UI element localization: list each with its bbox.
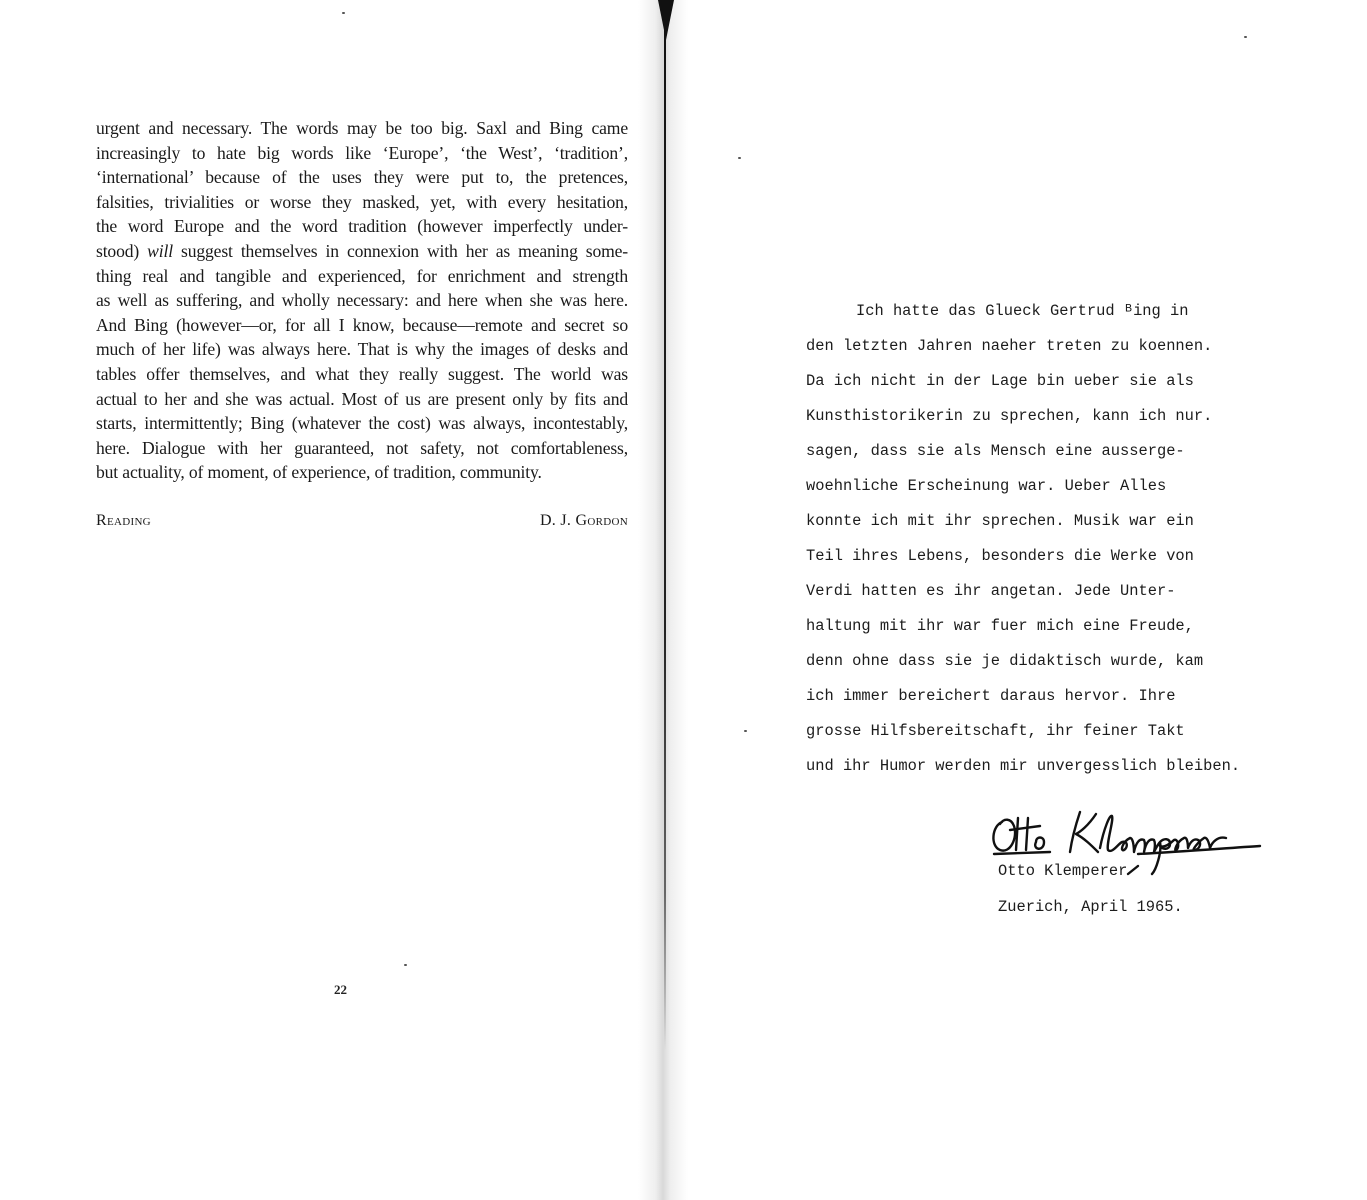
text-line: much of her life) was always here. That is why the images of desks and <box>96 339 628 360</box>
letter-line: haltung mit ihr war fuer mich eine Freude, <box>806 617 1194 635</box>
letter-line: konnte ich mit ihr sprechen. Musik war ein <box>806 512 1194 530</box>
author-name: D. J. Gordon <box>539 512 628 529</box>
text-line: but actuality, of moment, of experience, of tradition, community. <box>96 462 542 483</box>
letter-line: Da ich nicht in der Lage bin ueber sie als <box>806 372 1194 390</box>
place-label: Reading <box>96 512 151 529</box>
book-spine-shadow <box>658 0 674 40</box>
letter-line: ich immer bereichert daraus hervor. Ihre <box>806 687 1176 705</box>
text-line: the word Europe and the word tradition (however imperfectly under- <box>96 216 628 237</box>
signer-name: Otto Klemperer <box>998 862 1128 880</box>
letter-line: Ich hatte das Glueck Gertrud ᴮing in <box>856 302 1189 320</box>
place-and-date: Zuerich, April 1965. <box>998 898 1183 916</box>
paper-speck <box>1244 36 1247 38</box>
text-line-with-italic <box>96 239 628 264</box>
book-gutter <box>638 0 688 1200</box>
text-line: as well as suffering, and wholly necessary: and here when she was here. <box>96 290 628 311</box>
text-line: ‘international’ because of the uses they were put to, the pretences, <box>96 167 628 188</box>
text-line: tables offer themselves, and what they really suggest. The world was <box>96 363 628 384</box>
letter-line: denn ohne dass sie je didaktisch wurde, kam <box>806 652 1204 670</box>
text-line: increasingly to hate big words like ‘Europe’, ‘the West’, ‘tradition’, <box>96 142 628 163</box>
paper-speck <box>404 964 407 966</box>
text-line: here. Dialogue with her guaranteed, not safety, not comfortableness, <box>96 437 628 458</box>
letter-line: Verdi hatten es ihr angetan. Jede Unter- <box>806 582 1176 600</box>
text-line: thing real and tangible and experienced, for enrichment and strength <box>96 265 628 286</box>
text-line: urgent and necessary. The words may be too big. Saxl and Bing came <box>96 118 628 138</box>
page-number: 22 <box>334 982 347 997</box>
text-fragment: stood) <box>96 240 140 261</box>
paper-speck <box>738 157 741 159</box>
paper-speck <box>342 12 345 14</box>
letter-line: sagen, dass sie als Mensch eine ausserge- <box>806 442 1185 460</box>
paper-speck <box>744 730 747 732</box>
text-line: falsities, trivialities or worse they masked, yet, with every hesitation, <box>96 191 628 212</box>
text-line: actual to her and she was actual. Most of us are present only by fits and <box>96 388 628 409</box>
text-line: And Bing (however—or, for all I know, because—remote and secret so <box>96 314 628 335</box>
essay-text <box>96 116 628 485</box>
letter-line: den letzten Jahren naeher treten zu koennen. <box>806 337 1213 355</box>
book-spine-line <box>664 0 666 1050</box>
letter-line: grosse Hilfsbereitschaft, ihr feiner Takt <box>806 722 1185 740</box>
italic-word: will <box>147 240 173 261</box>
letter-line: und ihr Humor werden mir unvergesslich bleiben. <box>806 757 1241 775</box>
letter-line: woehnliche Erscheinung war. Ueber Alles <box>806 477 1167 495</box>
letter-line: Kunsthistorikerin zu sprechen, kann ich nur. <box>806 407 1213 425</box>
typed-letter <box>806 300 1266 790</box>
letter-line: Teil ihres Lebens, besonders die Werke von <box>806 547 1194 565</box>
text-fragment: suggest themselves in connexion with her as meaning some- <box>181 240 629 261</box>
text-line: starts, intermittently; Bing (whatever the cost) was always, incontestably, <box>96 413 628 434</box>
